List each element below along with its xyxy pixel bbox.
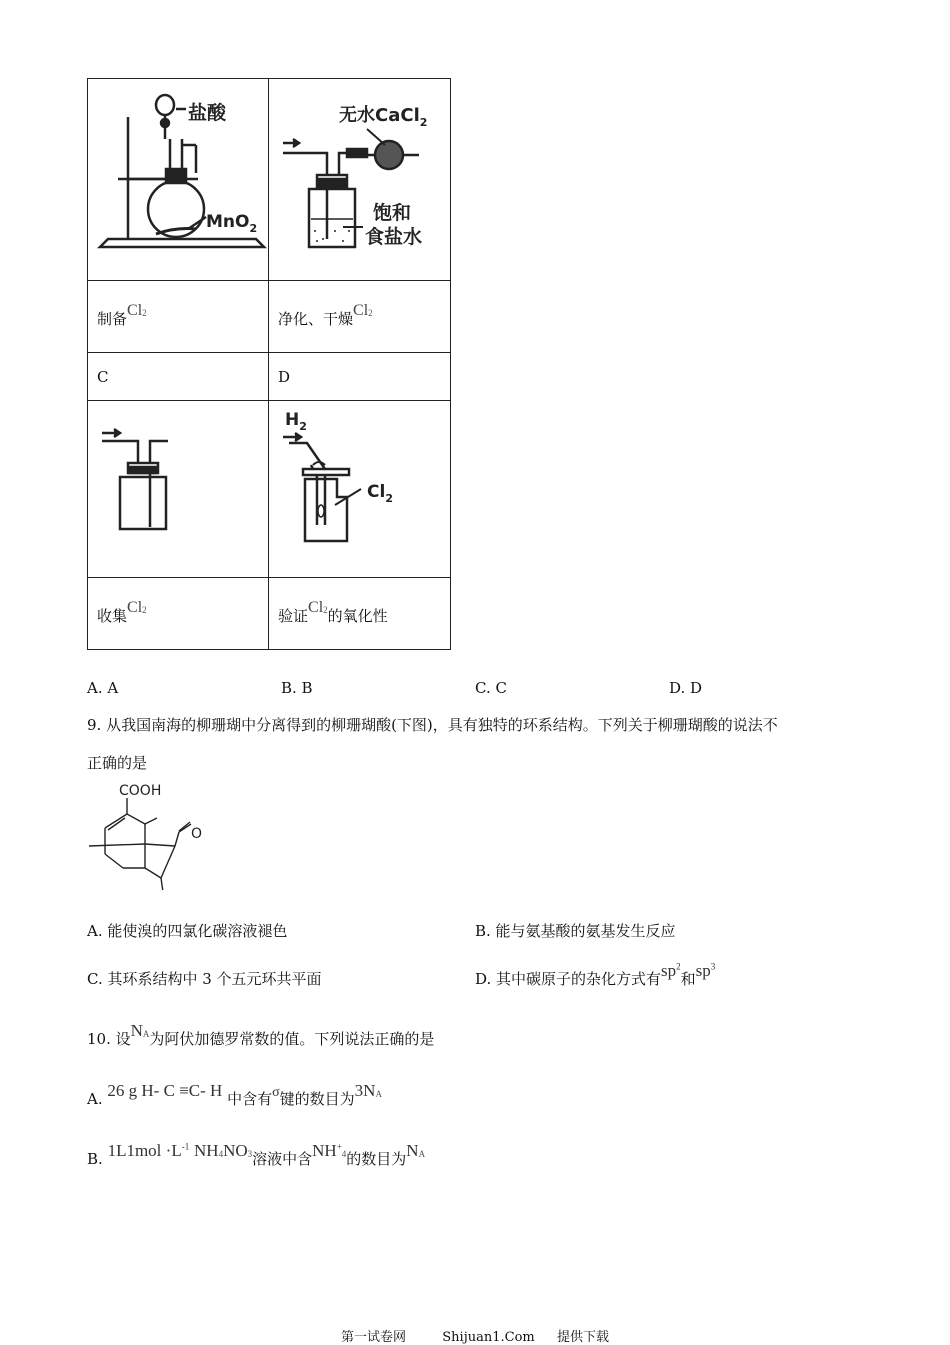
q9-stem-line2: 正确的是 (87, 754, 148, 772)
collect-label: 收集 (97, 607, 128, 625)
q8-option-b[interactable]: B. B (281, 679, 313, 697)
page-footer (0, 1326, 950, 1345)
q9-option-d[interactable]: D. 其中碳原子的杂化方式有$sp^2$和$sp^3$ (475, 961, 716, 988)
cl2-formula: Cl2 (127, 302, 147, 319)
sp3-formula: $sp^3$ (695, 961, 716, 980)
q10-stem: 10. 设NA为阿伏加德罗常数的值。下列说法正确的是 (87, 1021, 435, 1048)
sp2-formula: $sp^2$ (661, 961, 681, 980)
q10-option-a[interactable]: A. 26 g H- C ≡C- H 中含有σ键的数目为3NA (87, 1081, 382, 1108)
q8-option-c[interactable]: C. C (475, 679, 507, 697)
footer-tail: 提供下载 (557, 1330, 610, 1345)
q10-option-b[interactable]: B. $1L1mol \cdot L^{-1}$ NH4NO3溶液中含NH+4的数目为NA (87, 1141, 426, 1168)
q8-option-a[interactable]: A. A (87, 679, 119, 697)
q9-option-a[interactable]: A. 能使溴的四氯化碳溶液褪色 (87, 922, 288, 940)
label-d-cell (269, 353, 451, 401)
cl2-formula: Cl2 (127, 599, 147, 616)
cl2-gas-label: $Cl_2$ (367, 482, 393, 505)
purify-dry-diagram (269, 79, 450, 276)
apparatus-d-cell (269, 401, 451, 578)
cl2-formula: Cl2 (308, 599, 328, 616)
concentration-formula: $1L1mol \cdot L^{-1}$ (107, 1141, 190, 1160)
apparatus-b-cell (269, 79, 451, 281)
carbonyl-o-label: O (191, 826, 203, 842)
verify-label: 验证 (278, 607, 309, 625)
q9-option-b[interactable]: B. 能与氨基酸的氨基发生反应 (475, 922, 676, 940)
label-verify-cell (269, 578, 451, 650)
oxidizing-label: 的氧化性 (327, 607, 388, 625)
apparatus-table (87, 78, 451, 650)
chlorine-generator-diagram (88, 79, 268, 276)
apparatus-c-cell (88, 401, 269, 578)
sigma-symbol: σ (272, 1085, 280, 1100)
label-c-cell (88, 353, 269, 401)
option-d-header: D (278, 367, 291, 386)
brine-label-1: 饱和 (373, 202, 412, 224)
ammonium-ion: NH+4 (312, 1141, 347, 1160)
label-collect-cell (88, 578, 269, 650)
h2-label: $H_2$ (285, 410, 307, 433)
answer-3na: 3NA (354, 1081, 382, 1100)
cooh-label: COOH (119, 783, 162, 799)
acetylene-formula: 26 g H- C ≡C- H (107, 1081, 223, 1100)
oxidation-test-diagram (269, 401, 450, 573)
purify-label: 净化、干燥 (278, 310, 354, 328)
punaglandin-acid-structure (87, 780, 227, 890)
q9-stem-line1: 9. 从我国南海的柳珊瑚中分离得到的柳珊瑚酸(下图)，具有独特的环系结构。下列关于柳珊瑚酸的说法不 (87, 716, 778, 734)
collect-gas-diagram (88, 401, 268, 573)
apparatus-a-cell (88, 79, 269, 281)
na-symbol: NA (130, 1021, 150, 1040)
q9-option-c[interactable]: C. 其环系结构中 3 个五元环共平面 (87, 970, 322, 988)
label-prepare-cell (88, 281, 269, 353)
brine-label-2: 食盐水 (365, 226, 423, 248)
q8-option-d[interactable]: D. D (669, 679, 703, 697)
option-c-header: C (97, 367, 109, 386)
cacl2-label: 无水CaCl$_2$ (339, 105, 428, 129)
answer-na: NA (406, 1141, 426, 1160)
cl2-formula: Cl2 (353, 302, 373, 319)
hcl-label: 盐酸 (188, 102, 227, 124)
label-purify-cell (269, 281, 451, 353)
footer-site: 第一试卷网 (340, 1330, 406, 1345)
mno2-label: MnO$_2$ (206, 212, 258, 235)
footer-domain[interactable]: Shijuan1.Com (442, 1330, 535, 1345)
nh4no3-formula: NH4NO3 (194, 1141, 253, 1160)
prepare-label: 制备 (97, 310, 128, 328)
